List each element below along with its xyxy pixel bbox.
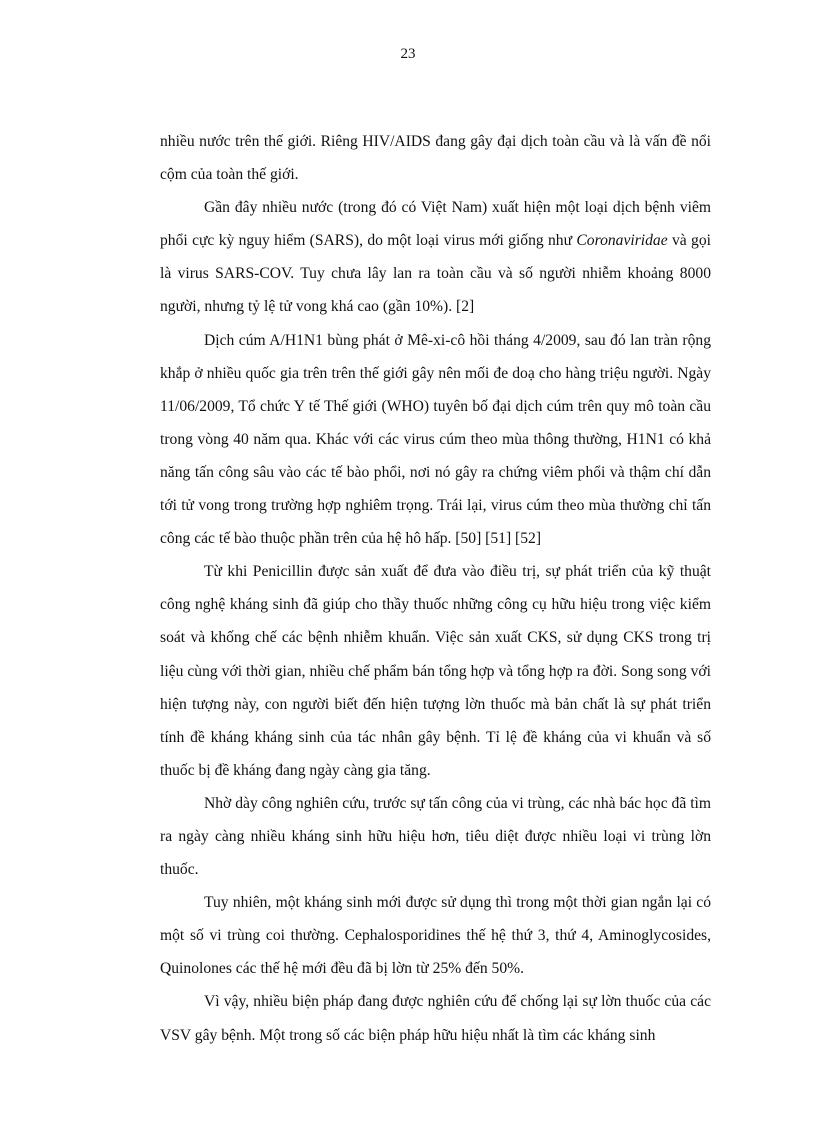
text-segment: Từ khi Penicillin được sản xuất để đưa vào điều trị, sự phát triển của kỹ thuật công nghệ kháng sinh đã giúp cho thầy thuốc những công cụ hữu hiệu trong việc kiểm soát và khống chế các bệnh nhiễm khuẩn. Việc sản xuất CKS, sử dụng CKS trong trị liệu cùng với thời gian, nhiều chế phẩm bán tổng hợp và tổng hợp ra đời. Song song với hiện tượng này, con người biết đến hiện tượng lờn thuốc mà bản chất là sự phát triển tính đề kháng kháng sinh của tác nhân gây bệnh. Tỉ lệ đề kháng của vi khuẩn và số thuốc bị đề kháng đang ngày càng gia tăng. [160,563,711,779]
paragraph-4 [160,555,711,787]
text-segment: Gần đây nhiều nước (trong đó có Việt Nam) xuất hiện một loại dịch bệnh viêm phổi cực kỳ nguy hiểm (SARS), do một loại virus mới giống như [160,199,711,250]
page-number: 23 [400,46,416,62]
paragraph-5 [160,787,711,886]
italic-term: Coronaviridae [576,232,668,250]
paragraph-1 [160,125,711,191]
paragraph-2 [160,191,711,323]
text-segment: Nhờ dày công nghiên cứu, trước sự tấn công của vi trùng, các nhà bác học đã tìm ra ngày càng nhiều kháng sinh hữu hiệu hơn, tiêu diệt được nhiều loại vi trùng lờn thuốc. [160,794,711,879]
text-segment: và gọi là virus SARS-COV. Tuy chưa lây lan ra toàn cầu và số người nhiễm khoảng 8000 người, nhưng tỷ lệ tử vong khá cao (gần 10%). [2] [160,232,711,316]
paragraph-6 [160,886,711,985]
paragraph-3 [160,324,711,556]
text-segment: nhiều nước trên thế giới. Riêng HIV/AIDS đang gây đại dịch toàn cầu và là vấn đề nổi cộm của toàn thế giới. [160,133,711,184]
body-text [160,125,711,1052]
text-segment: Tuy nhiên, một kháng sinh mới được sử dụng thì trong một thời gian ngắn lại có một số vi trùng coi thường. Cephalosporidines thế hệ thứ 3, thứ 4, Aminoglycosides, Quinolones các thế hệ mới đều đã bị lờn từ 25% đến 50%. [160,894,711,978]
paragraph-7 [160,985,711,1051]
text-segment: Vì vậy, nhiều biện pháp đang được nghiên cứu để chống lại sự lờn thuốc của các VSV gây bệnh. Một trong số các biện pháp hữu hiệu nhất là tìm các kháng sinh [160,993,711,1044]
text-segment: Dịch cúm A/H1N1 bùng phát ở Mê-xi-cô hồi tháng 4/2009, sau đó lan tràn rộng khắp ở nhiều quốc gia trên trên thế giới gây nên mối đe doạ cho hàng triệu người. Ngày 11/06/2009, Tổ chức Y tế Thế giới (WHO) tuyên bố đại dịch cúm trên quy mô toàn cầu trong vòng 40 năm qua. Khác với các virus cúm theo mùa thông thường, H1N1 có khả năng tấn công sâu vào các tế bào phổi, nơi nó gây ra chứng viêm phổi và thậm chí dẫn tới tử vong trong trường hợp nghiêm trọng. Trái lại, virus cúm theo mùa thường chỉ tấn công các tế bào thuộc phần trên của hệ hô hấp. [50] [51] [52] [160,331,711,548]
